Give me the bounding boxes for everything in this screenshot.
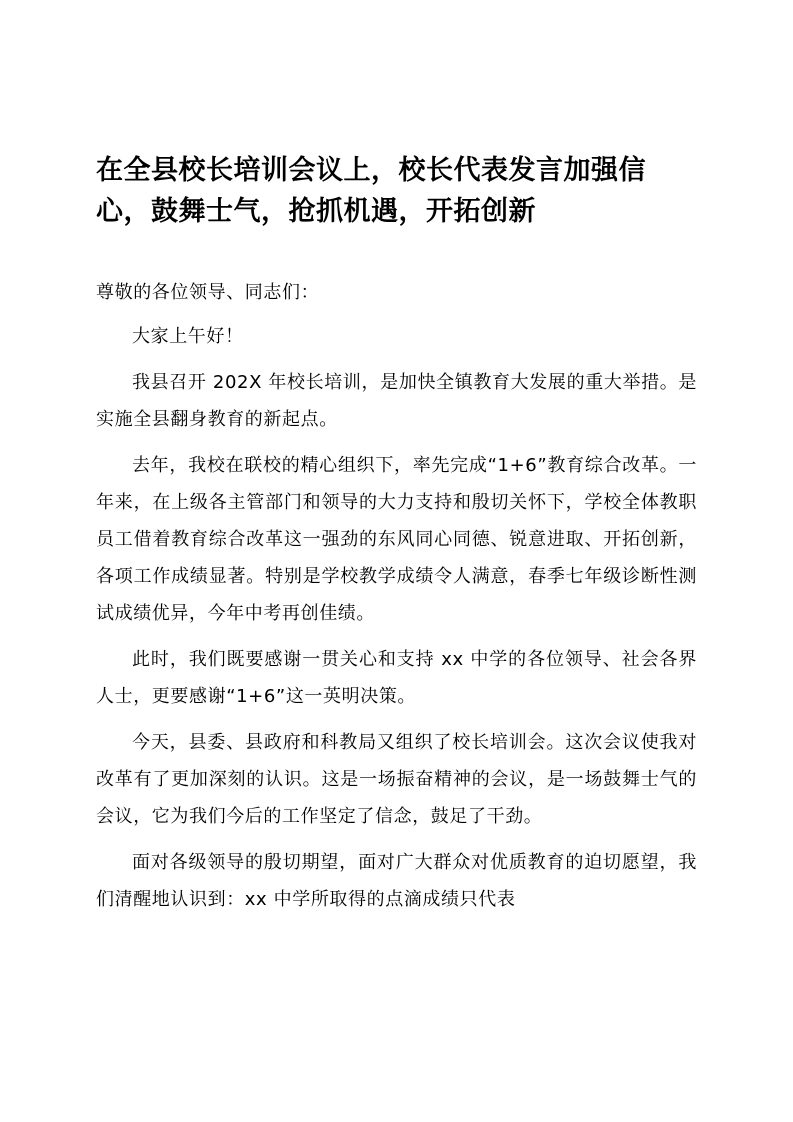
salutation-line: 尊敬的各位领导、同志们： xyxy=(96,282,320,303)
page-title: 在全县校长培训会议上，校长代表发言加强信心，鼓舞士气，抢抓机遇，开拓创新 xyxy=(96,155,646,227)
paragraph: 今天，县委、县政府和科教局又组织了校长培训会。这次会议使我对改革有了更加深刻的认识。这是一场振奋精神的会议，是一场鼓舞士气的会议，它为我们今后的工作坚定了信念，鼓足了干劲。 xyxy=(96,732,697,827)
paragraph: 此时，我们既要感谢一贯关心和支持 xx 中学的各位领导、社会各界人士，更要感谢“1+6”这一英明决策。 xyxy=(96,649,697,707)
paragraph: 去年，我校在联校的精心组织下，率先完成“1+6”教育综合改革。一年来，在上级各主管部门和领导的大力支持和殷切关怀下，学校全体教职员工借着教育综合改革这一强劲的东风同心同德、锐意进取、开拓创新，各项工作成绩显著。特别是学校教学成绩令人满意，春季七年级诊断性测试成绩优异，今年中考再创佳绩。 xyxy=(96,455,697,624)
paragraph: 我县召开 202X 年校长培训，是加快全镇教育大发展的重大举措。是实施全县翻身教育的新起点。 xyxy=(96,372,697,430)
paragraph: 面对各级领导的殷切期望，面对广大群众对优质教育的迫切愿望，我们清醒地认识到：xx 中学所取得的点滴成绩只代表 xyxy=(96,852,697,910)
paragraph: 大家上午好！ xyxy=(132,326,244,347)
